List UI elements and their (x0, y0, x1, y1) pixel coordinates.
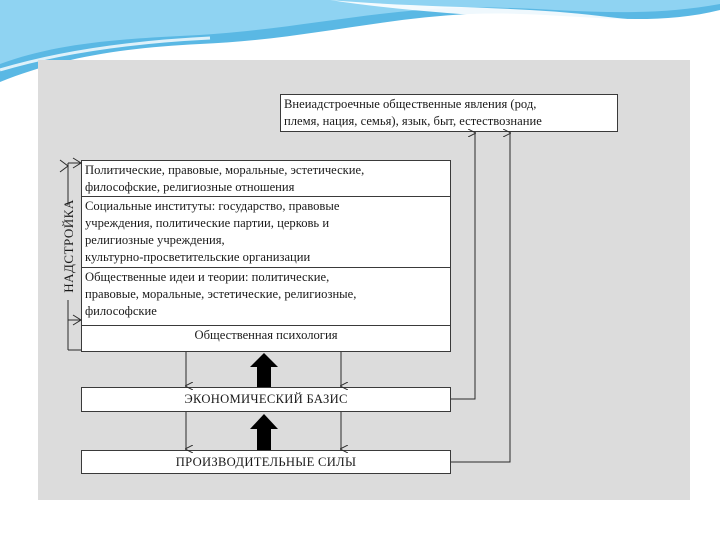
superstructure-vertical-label: НАДСТРОЙКА (61, 199, 76, 293)
forces-determine-basis-arrow (250, 414, 278, 450)
productive-forces-label: ПРОИЗВОДИТЕЛЬНЫЕ СИЛЫ (175, 455, 357, 469)
superstructure-span-arrow (60, 158, 81, 350)
external-phenomena-text: Внеиадстроечные общественные явления (род, племя, нация, семья), язык, быт, естествознание (284, 97, 542, 128)
basis-determines-superstructure-arrow (250, 353, 278, 387)
economic-basis-label: ЭКОНОМИЧЕСКИЙ БАЗИС (184, 392, 348, 406)
superstructure-row-psychology: Общественная психология (194, 328, 338, 342)
superstructure-row-relations: Политические, правовые, моральные, эстетические, философские, религиозные отношения (85, 163, 365, 194)
superstructure-row-institutions: Социальные институты: государство, правовые учреждения, политические партии, церковь и религиозные учреждения, культурно-просветительские организации (85, 199, 340, 264)
external-phenomena-connectors (451, 133, 510, 462)
superstructure-row-ideas: Общественные идеи и теории: политические, правовые, моральные, эстетические, религиозные, философские (85, 270, 357, 318)
